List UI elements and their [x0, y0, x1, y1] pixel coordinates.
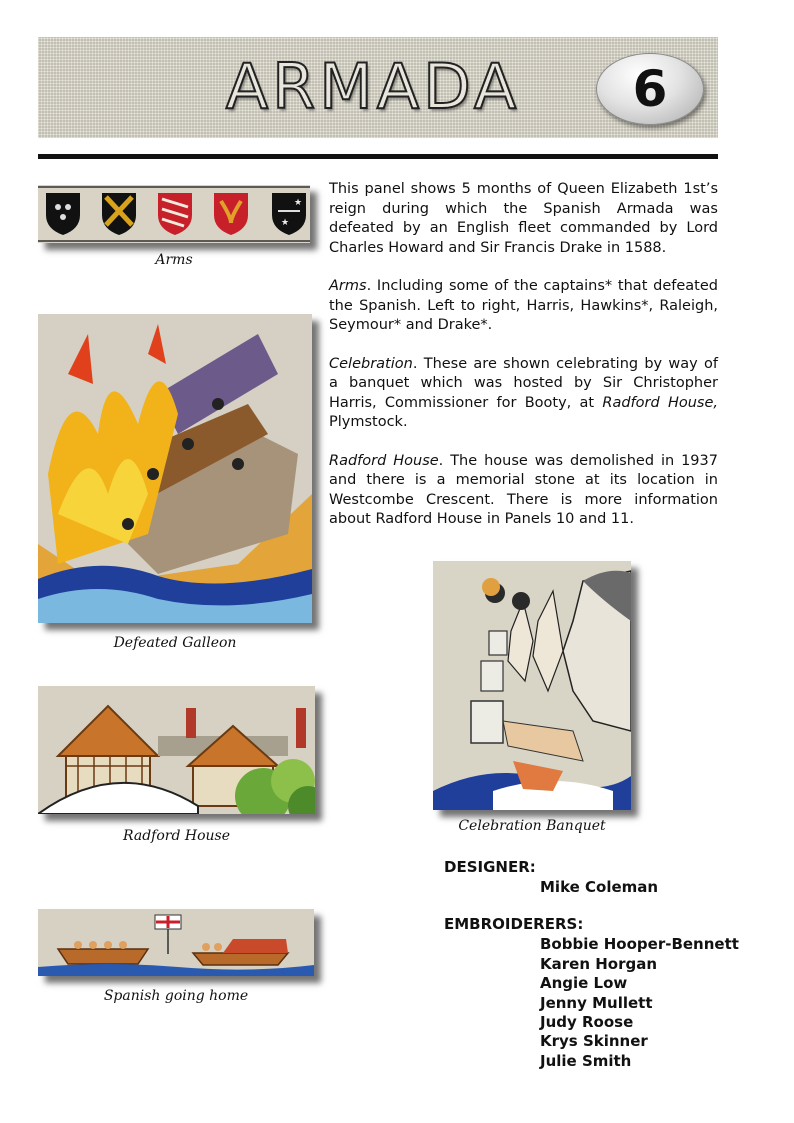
- credits-block: [444, 858, 744, 1071]
- celebration-text: . These are shown celebrating by way of a banquet which was hosted by Sir Christopher Harris, Commissioner for Booty, at: [329, 355, 718, 411]
- arms-image: [38, 185, 310, 243]
- celebration-tail: Plymstock.: [329, 414, 408, 430]
- embroiderers-label: EMBROIDERERS:: [444, 915, 584, 934]
- page-title: ARMADA: [225, 50, 521, 123]
- designer-label: DESIGNER:: [444, 858, 536, 876]
- arms-caption: Arms: [155, 252, 193, 268]
- embroiderer-name: Karen Horgan: [540, 954, 658, 973]
- radford-paragraph: [329, 452, 718, 530]
- embroiderer-name: Angie Low: [540, 974, 628, 993]
- designer-name: Mike Coleman: [540, 878, 659, 896]
- spanish-going-home-image: [38, 909, 314, 976]
- celebration-lead: Celebration: [329, 355, 413, 372]
- celebration-paragraph: [329, 355, 718, 433]
- celebration-banquet-image: [433, 561, 631, 810]
- svg-text:★: ★: [281, 218, 290, 228]
- arms-paragraph: [329, 277, 718, 336]
- celebration-emphasis: Radford House,: [602, 394, 719, 411]
- radford-lead: Radford House: [329, 452, 439, 469]
- arms-lead: Arms: [329, 278, 367, 294]
- spanish-going-home-caption: Spanish going home: [103, 988, 249, 1004]
- radford-house-caption: Radford House: [122, 828, 230, 844]
- svg-text:★: ★: [294, 198, 303, 208]
- header-divider: [38, 154, 718, 159]
- galleon-caption: Defeated Galleon: [113, 635, 237, 651]
- embroiderer-name: Judy Roose: [540, 1012, 634, 1031]
- embroiderer-name: Julie Smith: [540, 1051, 632, 1070]
- radford-house-image: [38, 686, 315, 814]
- header-banner: [38, 37, 718, 138]
- embroiderer-name: Jenny Mullett: [540, 993, 653, 1012]
- intro-paragraph: This panel shows 5 months of Queen Elizabeth 1st’s reign during which the Spanish Armada was defeated by an English fleet commanded by Lord Charles Howard and Sir Francis Drake in 1588.: [329, 181, 718, 256]
- panel-number: 6: [632, 60, 668, 118]
- arms-text: . Including some of the captains* that defeated the Spanish. Left to right, Harris, Hawkins*, Raleigh, Seymour* and Drake*.: [329, 278, 718, 333]
- celebration-banquet-caption: Celebration Banquet: [458, 818, 606, 834]
- description-column: [329, 180, 718, 549]
- embroiderer-name: Bobbie Hooper-Bennett: [540, 935, 739, 954]
- embroiderer-name: Krys Skinner: [540, 1032, 648, 1051]
- galleon-image: [38, 314, 312, 623]
- radford-text: . The house was demolished in 1937 and there is a memorial stone at its location in Westcombe Crescent. There is more information about Radford House in Panels 10 and 11.: [329, 452, 718, 527]
- panel-number-badge: [596, 53, 704, 125]
